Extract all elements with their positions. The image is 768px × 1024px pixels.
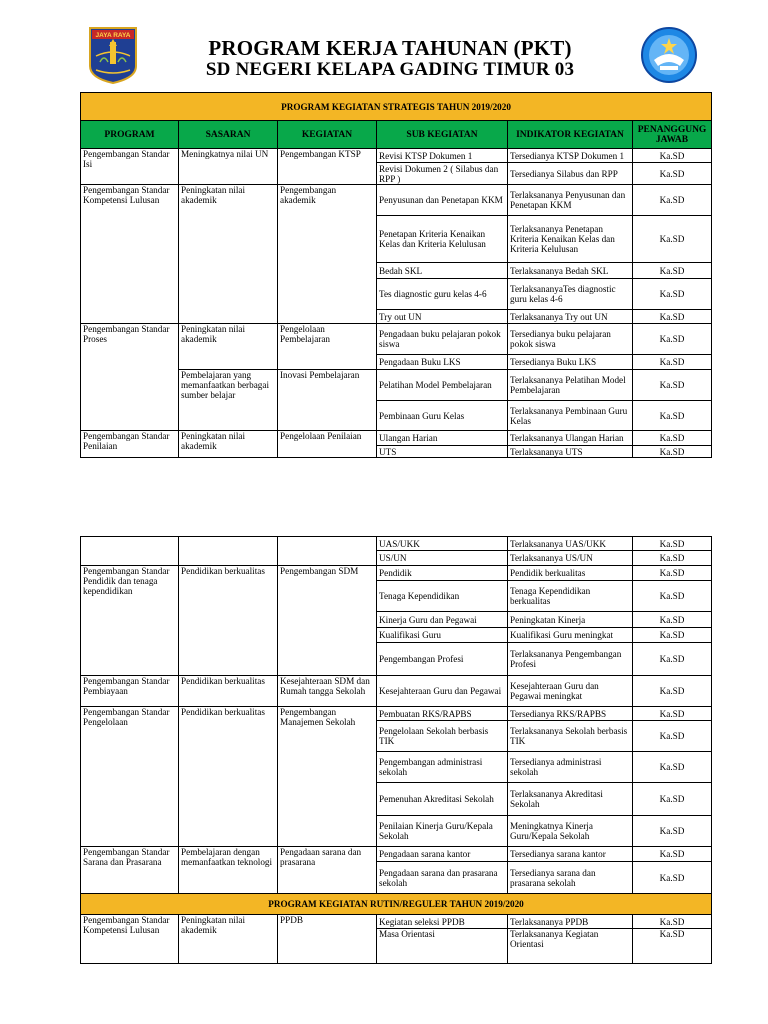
sub-kegiatan-cell: Tes diagnostic guru kelas 4-6 [377, 279, 508, 310]
pj-cell: Ka.SD [633, 263, 712, 279]
jakarta-logo [88, 26, 138, 84]
program-cell: Pengembangan Standar Isi [81, 149, 179, 185]
sub-kegiatan-cell: Pendidik [377, 566, 508, 581]
sub-kegiatan-cell: Kinerja Guru dan Pegawai [377, 612, 508, 628]
indikator-cell: Terlaksananya Akreditasi Sekolah [508, 783, 633, 816]
indikator-cell: Terlaksananya UTS [508, 446, 633, 458]
pj-cell: Ka.SD [633, 431, 712, 446]
column-header: SASARAN [179, 121, 278, 149]
indikator-cell: Kesejahteraan Guru dan Pegawai meningkat [508, 676, 633, 707]
column-header: PENANGGUNG JAWAB [633, 121, 712, 149]
pj-cell: Ka.SD [633, 324, 712, 355]
sasaran-cell: Pendidikan berkualitas [179, 707, 278, 847]
pj-cell: Ka.SD [633, 163, 712, 185]
indikator-cell: Tersedianya sarana dan prasarana sekolah [508, 862, 633, 894]
sub-kegiatan-cell: Kegiatan seleksi PPDB [377, 915, 508, 929]
pj-cell: Ka.SD [633, 783, 712, 816]
indikator-cell: Tersedianya buku pelajaran pokok siswa [508, 324, 633, 355]
indikator-cell: Terlaksananya Try out UN [508, 310, 633, 324]
kegiatan-cell: Pengembangan Manajemen Sekolah [278, 707, 377, 847]
indikator-cell: Peningkatan Kinerja [508, 612, 633, 628]
sasaran-cell: Peningkatan nilai akademik [179, 185, 278, 324]
sub-kegiatan-cell: UTS [377, 446, 508, 458]
indikator-cell: Terlaksananya Pembinaan Guru Kelas [508, 401, 633, 431]
sub-kegiatan-cell: UAS/UKK [377, 537, 508, 551]
sub-kegiatan-cell: Pengadaan sarana kantor [377, 847, 508, 862]
indikator-cell: Tersedianya Buku LKS [508, 355, 633, 370]
sub-kegiatan-cell: Pengembangan Profesi [377, 643, 508, 676]
kegiatan-cell: Pengembangan akademik [278, 185, 377, 324]
column-header: SUB KEGIATAN [377, 121, 508, 149]
sub-kegiatan-cell: Kualifikasi Guru [377, 628, 508, 643]
sub-kegiatan-cell: Pengadaan buku pelajaran pokok siswa [377, 324, 508, 355]
indikator-cell: Terlaksananya Sekolah berbasis TIK [508, 721, 633, 752]
indikator-cell: Terlaksananya Pelatihan Model Pembelajaran [508, 370, 633, 401]
sasaran-cell: Peningkatan nilai akademik [179, 915, 278, 964]
column-header: INDIKATOR KEGIATAN [508, 121, 633, 149]
sub-kegiatan-cell: Ulangan Harian [377, 431, 508, 446]
section-title: PROGRAM KEGIATAN STRATEGIS TAHUN 2019/2020 [81, 93, 712, 121]
indikator-cell: Tersedianya administrasi sekolah [508, 752, 633, 783]
pj-cell: Ka.SD [633, 915, 712, 929]
pj-cell: Ka.SD [633, 310, 712, 324]
pj-cell: Ka.SD [633, 816, 712, 847]
pj-cell: Ka.SD [633, 185, 712, 216]
pj-cell: Ka.SD [633, 370, 712, 401]
kegiatan-cell: Pengadaan sarana dan prasarana [278, 847, 377, 894]
indikator-cell: Meningkatnya Kinerja Guru/Kepala Sekolah [508, 816, 633, 847]
kegiatan-cell: PPDB [278, 915, 377, 964]
indikator-cell: Tersedianya sarana kantor [508, 847, 633, 862]
program-cell: Pengembangan Standar Kompetensi Lulusan [81, 185, 179, 324]
sasaran-cell: Pendidikan berkualitas [179, 566, 278, 676]
program-cell [81, 537, 179, 566]
pj-cell: Ka.SD [633, 537, 712, 551]
column-header: KEGIATAN [278, 121, 377, 149]
program-cell: Pengembangan Standar Pembiayaan [81, 676, 179, 707]
pj-cell: Ka.SD [633, 401, 712, 431]
sasaran-cell: Pembelajaran yang memanfaatkan berbagai sumber belajar [179, 370, 278, 431]
indikator-cell: Kualifikasi Guru meningkat [508, 628, 633, 643]
indikator-cell: Terlaksananya UAS/UKK [508, 537, 633, 551]
pj-cell: Ka.SD [633, 581, 712, 612]
pj-cell: Ka.SD [633, 279, 712, 310]
program-cell: Pengembangan Standar Kompetensi Lulusan [81, 915, 179, 964]
page-title: PROGRAM KERJA TAHUNAN (PKT) [208, 36, 572, 60]
kegiatan-cell: Pengelolaan Penilaian [278, 431, 377, 458]
indikator-cell: Terlaksananya PPDB [508, 915, 633, 929]
indikator-cell: Terlaksananya Pengembangan Profesi [508, 643, 633, 676]
sub-kegiatan-cell: Pelatihan Model Pembelajaran [377, 370, 508, 401]
tut-wuri-handayani-logo [640, 26, 698, 84]
kegiatan-cell: Inovasi Pembelajaran [278, 370, 377, 431]
school-name: SD NEGERI KELAPA GADING TIMUR 03 [205, 59, 575, 80]
indikator-cell: Tersedianya Silabus dan RPP [508, 163, 633, 185]
kegiatan-cell: Pengembangan KTSP [278, 149, 377, 185]
pj-cell: Ka.SD [633, 721, 712, 752]
sub-kegiatan-cell: Try out UN [377, 310, 508, 324]
sasaran-cell: Pendidikan berkualitas [179, 676, 278, 707]
sub-kegiatan-cell: Penyusunan dan Penetapan KKM [377, 185, 508, 216]
indikator-cell: Tersedianya RKS/RAPBS [508, 707, 633, 721]
pj-cell: Ka.SD [633, 446, 712, 458]
pj-cell: Ka.SD [633, 643, 712, 676]
sasaran-cell: Pembelajaran dengan memanfaatkan teknologi [179, 847, 278, 894]
pj-cell: Ka.SD [633, 676, 712, 707]
program-cell: Pengembangan Standar Pengelolaan [81, 707, 179, 847]
pj-cell: Ka.SD [633, 929, 712, 964]
program-cell: Pengembangan Standar Sarana dan Prasarana [81, 847, 179, 894]
sub-kegiatan-cell: Tenaga Kependidikan [377, 581, 508, 612]
sub-kegiatan-cell: Pengadaan sarana dan prasarana sekolah [377, 862, 508, 894]
pj-cell: Ka.SD [633, 551, 712, 566]
program-cell: Pengembangan Standar Pendidik dan tenaga kependidikan [81, 566, 179, 676]
pj-cell: Ka.SD [633, 216, 712, 263]
sub-kegiatan-cell: Penetapan Kriteria Kenaikan Kelas dan Kriteria Kelulusan [377, 216, 508, 263]
sub-kegiatan-cell: Pengelolaan Sekolah berbasis TIK [377, 721, 508, 752]
sub-kegiatan-cell: Pembinaan Guru Kelas [377, 401, 508, 431]
sub-kegiatan-cell: US/UN [377, 551, 508, 566]
kegiatan-cell: Pengelolaan Pembelajaran [278, 324, 377, 370]
kegiatan-cell: Kesejahteraan SDM dan Rumah tangga Sekolah [278, 676, 377, 707]
pj-cell: Ka.SD [633, 752, 712, 783]
pj-cell: Ka.SD [633, 149, 712, 163]
kegiatan-cell [278, 537, 377, 566]
strategic-program-table [80, 92, 712, 458]
sub-kegiatan-cell: Revisi KTSP Dokumen 1 [377, 149, 508, 163]
program-cell: Pengembangan Standar Proses [81, 324, 179, 431]
sasaran-cell: Peningkatan nilai akademik [179, 431, 278, 458]
pj-cell: Ka.SD [633, 707, 712, 721]
sub-kegiatan-cell: Penilaian Kinerja Guru/Kepala Sekolah [377, 816, 508, 847]
indikator-cell: Terlaksananya Ulangan Harian [508, 431, 633, 446]
kegiatan-cell: Pengembangan SDM [278, 566, 377, 676]
pj-cell: Ka.SD [633, 566, 712, 581]
indikator-cell: Terlaksananya Kegiatan Orientasi [508, 929, 633, 964]
indikator-cell: TerlaksananyaTes diagnostic guru kelas 4-6 [508, 279, 633, 310]
logo-label: JAYA RAYA [95, 32, 131, 39]
sub-kegiatan-cell: Pengembangan administrasi sekolah [377, 752, 508, 783]
column-header: PROGRAM [81, 121, 179, 149]
section-title: PROGRAM KEGIATAN RUTIN/REGULER TAHUN 2019/2020 [81, 894, 712, 915]
sub-kegiatan-cell: Pemenuhan Akreditasi Sekolah [377, 783, 508, 816]
indikator-cell: Terlaksananya Penetapan Kriteria Kenaikan Kelas dan Kriteria Kelulusan [508, 216, 633, 263]
pj-cell: Ka.SD [633, 355, 712, 370]
pj-cell: Ka.SD [633, 612, 712, 628]
indikator-cell: Pendidik berkualitas [508, 566, 633, 581]
sub-kegiatan-cell: Pembuatan RKS/RAPBS [377, 707, 508, 721]
sasaran-cell: Peningkatan nilai akademik [179, 324, 278, 370]
indikator-cell: Tersedianya KTSP Dokumen 1 [508, 149, 633, 163]
sub-kegiatan-cell: Masa Orientasi [377, 929, 508, 964]
sub-kegiatan-cell: Pengadaan Buku LKS [377, 355, 508, 370]
indikator-cell: Terlaksananya Penyusunan dan Penetapan KKM [508, 185, 633, 216]
sasaran-cell [179, 537, 278, 566]
indikator-cell: Terlaksananya Bedah SKL [508, 263, 633, 279]
sub-kegiatan-cell: Revisi Dokumen 2 ( Silabus dan RPP ) [377, 163, 508, 185]
sasaran-cell: Meningkatnya nilai UN [179, 149, 278, 185]
sub-kegiatan-cell: Bedah SKL [377, 263, 508, 279]
pj-cell: Ka.SD [633, 862, 712, 894]
pj-cell: Ka.SD [633, 847, 712, 862]
sub-kegiatan-cell: Kesejahteraan Guru dan Pegawai [377, 676, 508, 707]
indikator-cell: Terlaksananya US/UN [508, 551, 633, 566]
pj-cell: Ka.SD [633, 628, 712, 643]
indikator-cell: Tenaga Kependidikan berkualitas [508, 581, 633, 612]
program-cell: Pengembangan Standar Penilaian [81, 431, 179, 458]
strategic-program-table-continued [80, 536, 712, 964]
